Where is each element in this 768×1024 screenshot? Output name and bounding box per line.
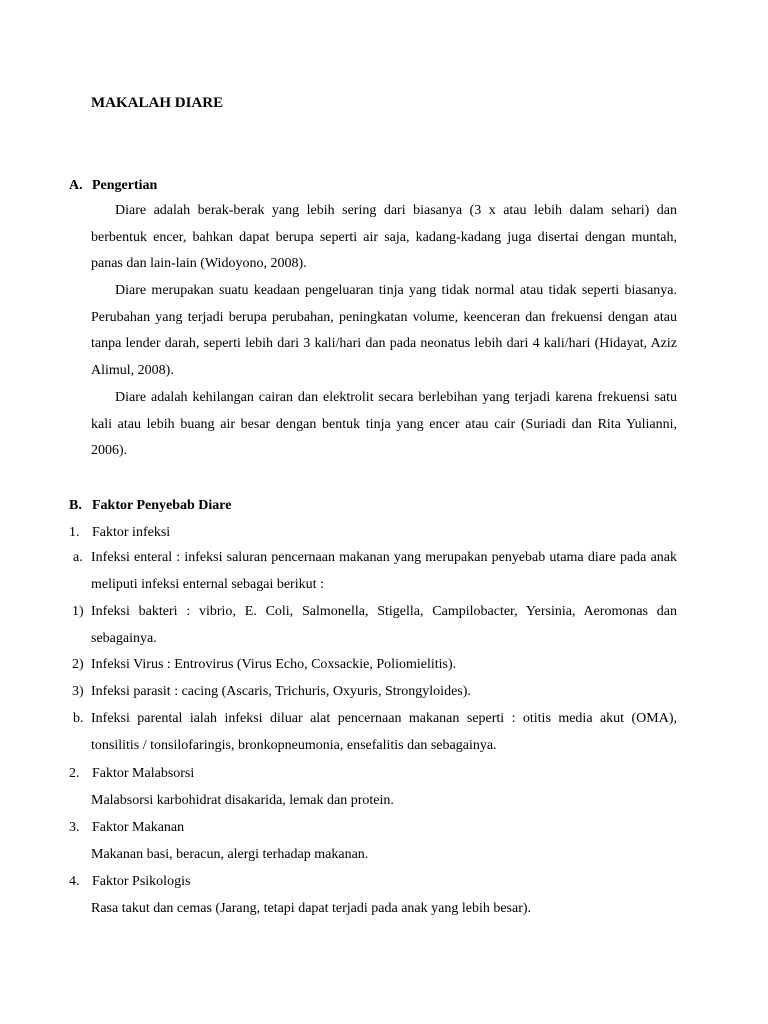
factor-3-label: Faktor Makanan <box>92 820 185 835</box>
factor-1a-sub-3-text: Infeksi parasit : cacing (Ascaris, Trichuris, Oxyuris, Strongyloides). <box>91 684 471 699</box>
factor-1b-marker: b. <box>73 711 84 726</box>
section-a-marker: A. <box>69 178 83 193</box>
factor-1a-sub-3 <box>72 679 677 706</box>
factor-1b-text: Infeksi parental ialah infeksi diluar alat pencernaan makanan seperti : otitis media akut (OMA), tonsilitis / tonsilofaringis, bronkopneumonia, ensefalitis dan sebagainya. <box>91 711 677 753</box>
factor-2-number: 2. <box>69 766 80 781</box>
factor-1a-text: Infeksi enteral : infeksi saluran pencernaan makanan yang merupakan penyebab utama diare pada anak meliputi infeksi enternal sebagai berikut : <box>91 550 677 592</box>
factor-1b-item <box>73 706 677 759</box>
factor-2-label: Faktor Malabsorsi <box>92 766 195 781</box>
definition-paragraph-2: Diare merupakan suatu keadaan pengeluaran tinja yang tidak normal atau tidak seperti biasanya. Perubahan yang terjadi berupa perubahan, peningkatan volume, keenceran dan frekuensi dengan atau tanpa lender darah, seperti lebih dari 3 kali/hari dan pada neonatus lebih dari 4 kali/hari (Hidayat, Aziz Alimul, 2008). <box>91 283 677 379</box>
section-b-heading <box>69 497 231 515</box>
factor-1-item <box>69 524 170 542</box>
factor-1a-sub-2-marker: 2) <box>72 657 84 672</box>
factor-2-item <box>69 765 194 783</box>
factor-3-item <box>69 819 184 837</box>
definition-paragraph-3: Diare adalah kehilangan cairan dan elektrolit secara berlebihan yang terjadi karena frekuensi satu kali atau lebih buang air besar dengan bentuk tinja yang encer atau cair (Suriadi dan Rita Yulianni, 2006). <box>91 390 677 459</box>
factor-1a-sub-1 <box>72 599 677 652</box>
factor-1a-marker: a. <box>73 550 83 565</box>
factor-3-text: Makanan basi, beracun, alergi terhadap makanan. <box>91 847 369 862</box>
factor-1-number: 1. <box>69 525 80 540</box>
factor-1a-sub-3-marker: 3) <box>72 684 84 699</box>
definition-paragraph-1: Diare adalah berak-berak yang lebih sering dari biasanya (3 x atau lebih dalam sehari) dan berbentuk encer, bahkan dapat berupa seperti air saja, kadang-kadang juga disertai dengan muntah, panas dan lain-lain (Widoyono, 2008). <box>91 203 677 272</box>
factor-1a-sub-1-marker: 1) <box>72 604 84 619</box>
factor-4-item <box>69 873 190 891</box>
factor-4-label: Faktor Psikologis <box>92 874 191 889</box>
factor-1a-sub-1-text: Infeksi bakteri : vibrio, E. Coli, Salmonella, Stigella, Campilobacter, Yersinia, Aeromonas dan sebagainya. <box>91 604 677 646</box>
section-a-title: Pengertian <box>92 178 158 193</box>
factor-1-label: Faktor infeksi <box>92 525 171 540</box>
section-b-marker: B. <box>69 498 82 513</box>
factor-2-text: Malabsorsi karbohidrat disakarida, lemak dan protein. <box>91 793 394 808</box>
factor-4-text: Rasa takut dan cemas (Jarang, tetapi dapat terjadi pada anak yang lebih besar). <box>91 901 532 916</box>
section-b-title: Faktor Penyebab Diare <box>92 498 232 513</box>
document-title: MAKALAH DIARE <box>91 95 224 111</box>
factor-1a-item <box>73 545 677 598</box>
factor-4-number: 4. <box>69 874 80 889</box>
factor-1a-sub-2 <box>72 652 677 679</box>
section-a-heading <box>69 177 157 195</box>
factor-3-number: 3. <box>69 820 80 835</box>
factor-1a-sub-2-text: Infeksi Virus : Entrovirus (Virus Echo, Coxsackie, Poliomielitis). <box>91 657 457 672</box>
